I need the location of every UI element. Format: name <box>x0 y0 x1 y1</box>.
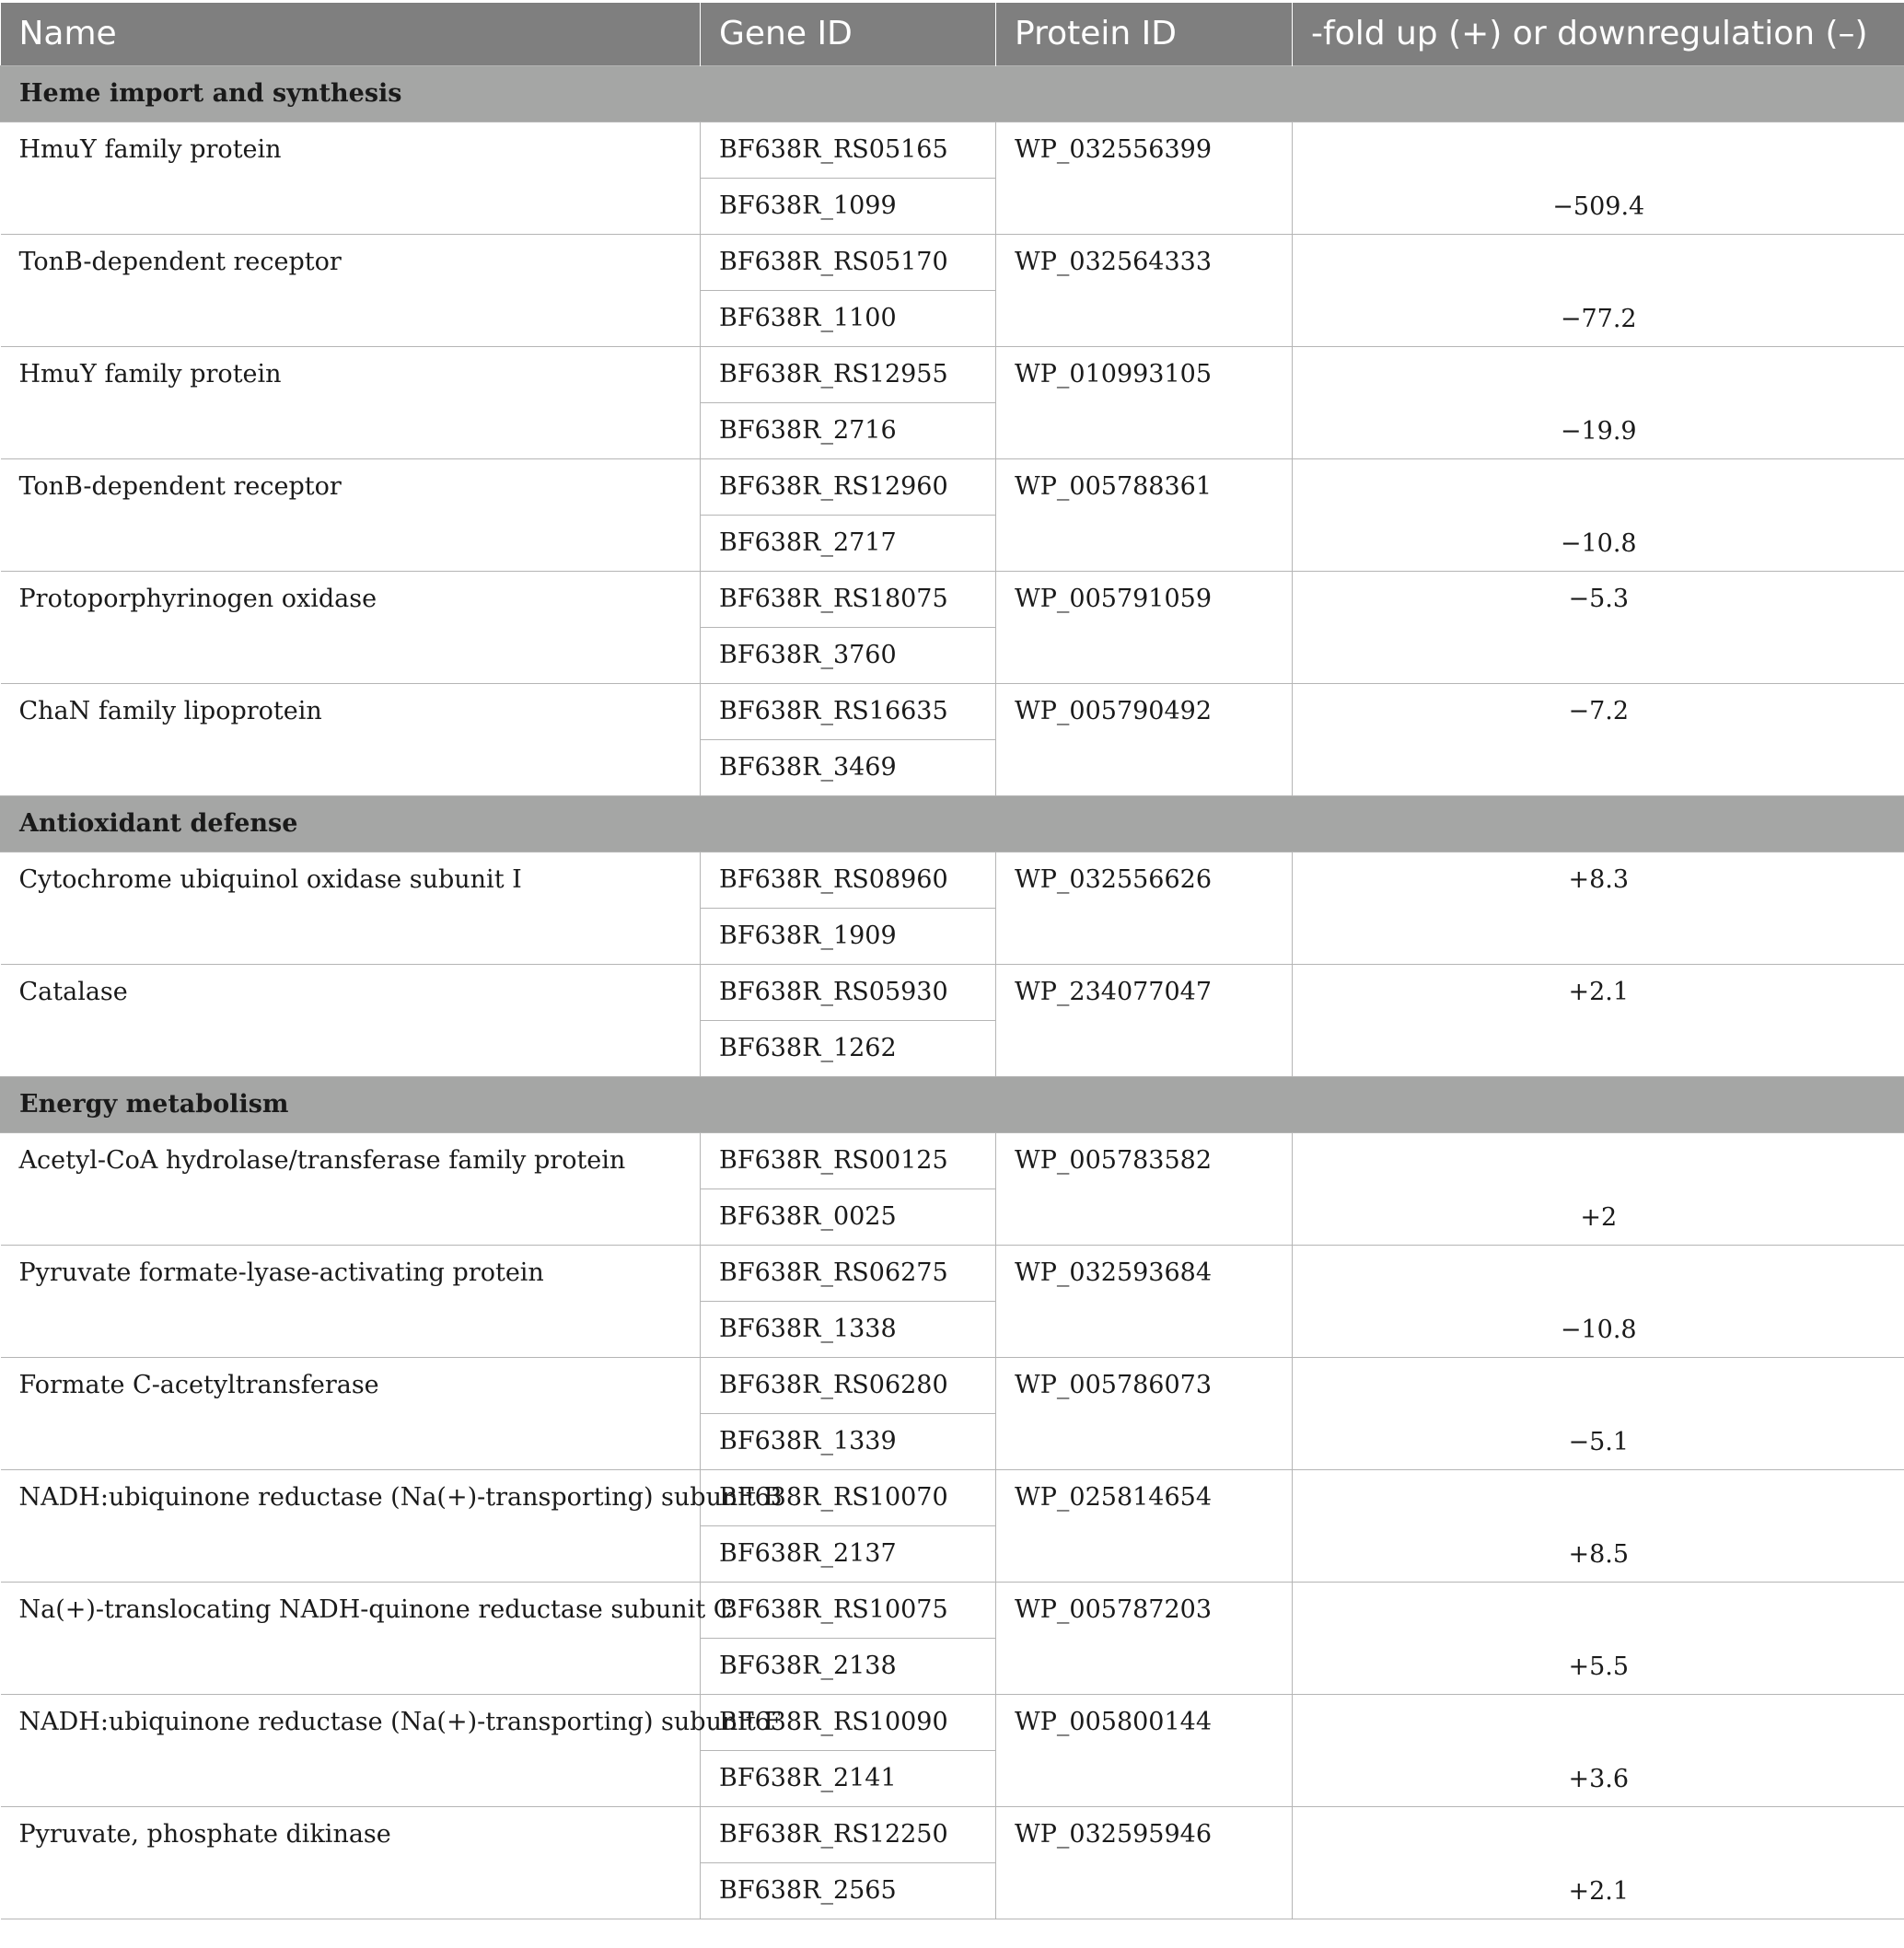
section-header-row <box>1 795 1904 852</box>
table-row <box>1 571 1904 627</box>
protein-id-cell: WP_032556399 <box>996 122 1293 234</box>
fold-change-cell: +2.1 <box>1293 1806 1904 1919</box>
gene-id-cell: BF638R_RS08960 <box>701 852 996 908</box>
section-title: Heme import and synthesis <box>1 65 1904 122</box>
protein-name-cell: TonB-dependent receptor <box>1 458 701 571</box>
table-row <box>1 1806 1904 1862</box>
gene-id-cell: BF638R_RS10070 <box>701 1469 996 1525</box>
gene-id-cell: BF638R_1262 <box>701 1020 996 1076</box>
table-row <box>1 1245 1904 1301</box>
gene-id-cell: BF638R_1338 <box>701 1301 996 1357</box>
table-row <box>1 1357 1904 1413</box>
gene-id-cell: BF638R_RS05170 <box>701 234 996 290</box>
gene-id-cell: BF638R_3760 <box>701 627 996 683</box>
gene-id-cell: BF638R_2717 <box>701 515 996 571</box>
table-row <box>1 964 1904 1020</box>
protein-id-cell: WP_005800144 <box>996 1694 1293 1806</box>
section-title: Antioxidant defense <box>1 795 1904 852</box>
gene-id-cell: BF638R_1909 <box>701 908 996 964</box>
gene-id-cell: BF638R_1100 <box>701 290 996 346</box>
table-row <box>1 1582 1904 1638</box>
table-row <box>1 1132 1904 1189</box>
section-header-row <box>1 1076 1904 1132</box>
fold-change-cell: −5.3 <box>1293 571 1904 683</box>
gene-id-cell: BF638R_2141 <box>701 1750 996 1806</box>
protein-id-cell: WP_032593684 <box>996 1245 1293 1357</box>
gene-id-cell: BF638R_2716 <box>701 402 996 458</box>
protein-name-cell: HmuY family protein <box>1 346 701 458</box>
protein-id-cell: WP_005787203 <box>996 1582 1293 1694</box>
fold-change-cell: +3.6 <box>1293 1694 1904 1806</box>
fold-change-cell: +2.1 <box>1293 964 1904 1076</box>
protein-id-cell: WP_234077047 <box>996 964 1293 1076</box>
protein-name-cell: Protoporphyrinogen oxidase <box>1 571 701 683</box>
gene-id-cell: BF638R_RS06280 <box>701 1357 996 1413</box>
gene-id-cell: BF638R_1339 <box>701 1413 996 1469</box>
table-row <box>1 122 1904 178</box>
fold-change-cell: −19.9 <box>1293 346 1904 458</box>
gene-id-cell: BF638R_RS12955 <box>701 346 996 402</box>
gene-id-cell: BF638R_3469 <box>701 739 996 795</box>
protein-name-cell: TonB-dependent receptor <box>1 234 701 346</box>
gene-id-cell: BF638R_RS16635 <box>701 683 996 739</box>
fold-change-cell: +8.5 <box>1293 1469 1904 1582</box>
table-row <box>1 683 1904 739</box>
table-body <box>1 65 1904 1919</box>
table-row <box>1 346 1904 402</box>
protein-id-cell: WP_025814654 <box>996 1469 1293 1582</box>
gene-id-cell: BF638R_2138 <box>701 1638 996 1694</box>
protein-id-cell: WP_005788361 <box>996 458 1293 571</box>
gene-id-cell: BF638R_RS12250 <box>701 1806 996 1862</box>
fold-change-cell: −10.8 <box>1293 1245 1904 1357</box>
section-header-row <box>1 65 1904 122</box>
fold-change-cell: +8.3 <box>1293 852 1904 964</box>
gene-id-cell: BF638R_RS06275 <box>701 1245 996 1301</box>
table-row <box>1 1694 1904 1750</box>
table-row <box>1 852 1904 908</box>
section-title: Energy metabolism <box>1 1076 1904 1132</box>
table-row <box>1 458 1904 515</box>
protein-name-cell: Acetyl-CoA hydrolase/transferase family protein <box>1 1132 701 1245</box>
protein-name-cell: Pyruvate formate-lyase-activating protein <box>1 1245 701 1357</box>
column-header-gene-id: Gene ID <box>701 3 996 65</box>
protein-name-cell: NADH:ubiquinone reductase (Na(+)-transporting) subunit B <box>1 1469 701 1582</box>
gene-id-cell: BF638R_2137 <box>701 1525 996 1582</box>
protein-id-cell: WP_005790492 <box>996 683 1293 795</box>
gene-id-cell: BF638R_RS10090 <box>701 1694 996 1750</box>
gene-id-cell: BF638R_2565 <box>701 1862 996 1919</box>
table-row <box>1 234 1904 290</box>
fold-change-cell: −10.8 <box>1293 458 1904 571</box>
table-row <box>1 1469 1904 1525</box>
gene-id-cell: BF638R_1099 <box>701 178 996 234</box>
protein-name-cell: Cytochrome ubiquinol oxidase subunit I <box>1 852 701 964</box>
gene-id-cell: BF638R_0025 <box>701 1189 996 1245</box>
regulation-table <box>0 3 1904 1919</box>
protein-id-cell: WP_005783582 <box>996 1132 1293 1245</box>
protein-name-cell: ChaN family lipoprotein <box>1 683 701 795</box>
protein-id-cell: WP_032564333 <box>996 234 1293 346</box>
protein-name-cell: NADH:ubiquinone reductase (Na(+)-transporting) subunit F <box>1 1694 701 1806</box>
fold-change-cell: −77.2 <box>1293 234 1904 346</box>
column-header-protein-id: Protein ID <box>996 3 1293 65</box>
column-header-fold-change: -fold up (+) or downregulation (–) <box>1293 3 1904 65</box>
fold-change-cell: −7.2 <box>1293 683 1904 795</box>
protein-id-cell: WP_010993105 <box>996 346 1293 458</box>
fold-change-cell: −509.4 <box>1293 122 1904 234</box>
fold-change-cell: +5.5 <box>1293 1582 1904 1694</box>
gene-id-cell: BF638R_RS18075 <box>701 571 996 627</box>
protein-name-cell: Formate C-acetyltransferase <box>1 1357 701 1469</box>
protein-id-cell: WP_005791059 <box>996 571 1293 683</box>
gene-id-cell: BF638R_RS10075 <box>701 1582 996 1638</box>
protein-name-cell: Catalase <box>1 964 701 1076</box>
gene-id-cell: BF638R_RS00125 <box>701 1132 996 1189</box>
protein-id-cell: WP_032595946 <box>996 1806 1293 1919</box>
protein-name-cell: Pyruvate, phosphate dikinase <box>1 1806 701 1919</box>
protein-name-cell: Na(+)-translocating NADH-quinone reductase subunit C <box>1 1582 701 1694</box>
protein-id-cell: WP_032556626 <box>996 852 1293 964</box>
gene-id-cell: BF638R_RS05930 <box>701 964 996 1020</box>
column-header-name: Name <box>1 3 701 65</box>
fold-change-cell: +2 <box>1293 1132 1904 1245</box>
table-header <box>1 3 1904 65</box>
gene-id-cell: BF638R_RS05165 <box>701 122 996 178</box>
gene-id-cell: BF638R_RS12960 <box>701 458 996 515</box>
protein-id-cell: WP_005786073 <box>996 1357 1293 1469</box>
protein-name-cell: HmuY family protein <box>1 122 701 234</box>
fold-change-cell: −5.1 <box>1293 1357 1904 1469</box>
